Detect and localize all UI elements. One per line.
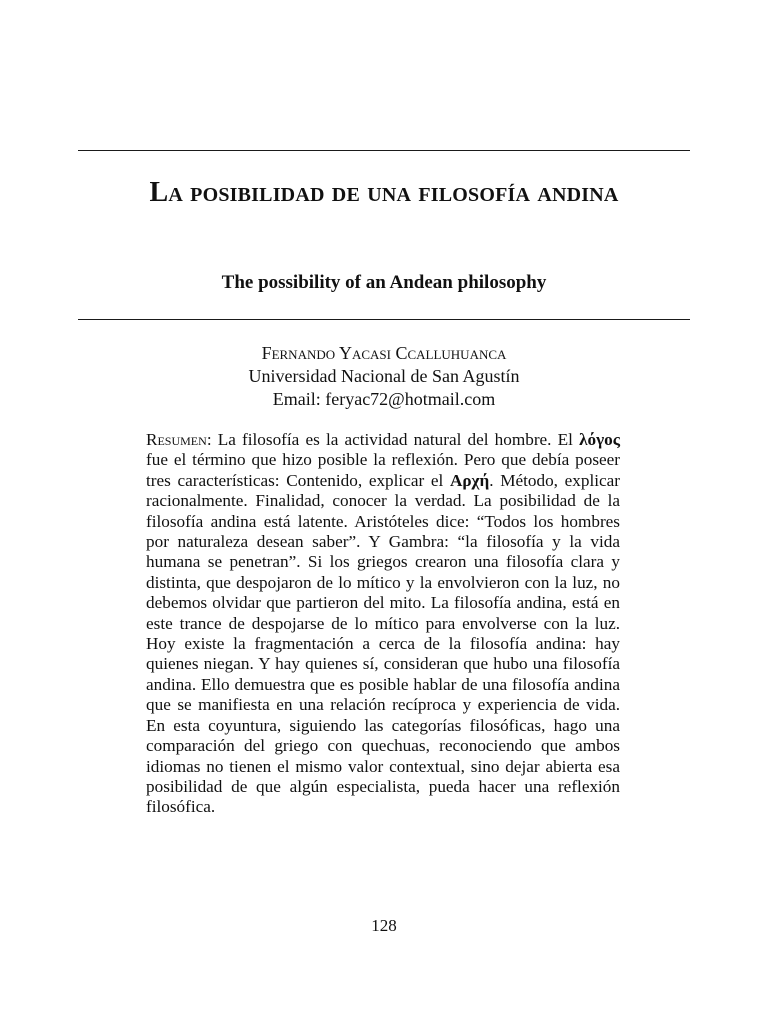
page-number: 128 — [371, 916, 397, 935]
bottom-rule — [78, 319, 690, 320]
author-affiliation: Universidad Nacional de San Agustín — [248, 366, 520, 386]
abstract-paragraph — [146, 430, 620, 818]
greek-term-logos: λόγος — [579, 430, 620, 449]
author-name: Fernando Yacasi Ccalluhuanca — [261, 343, 507, 363]
author-email: Email: feryac72@hotmail.com — [272, 389, 496, 409]
top-rule — [78, 150, 690, 151]
article-subtitle: The possibility of an Andean philosophy — [221, 272, 547, 293]
article-title: La posibilidad de una filosofía andina — [149, 177, 619, 208]
abstract-text-part2: fue el término que hizo posible la reflexión. Pero que debía poseer tres características: Contenido, explicar el — [146, 450, 620, 490]
greek-term-arche: Αρχή — [449, 470, 490, 490]
abstract-label-separator: : — [206, 430, 218, 449]
author-block — [78, 342, 690, 411]
abstract-label: Resumen — [146, 430, 207, 449]
abstract-text-part3: . Método, explicar racionalmente. Finalidad, conocer la verdad. La posibilidad de la filosofía andina está latente. Aristóteles dice: “Todos los hombres por naturaleza desean saber”. Y Gambra: “la filosofía y la vida humana se penetran”. Si los griegos crearon una filosofía clara y distinta, que despojaron de lo mítico y la envolvieron con la luz, no debemos olvidar que partieron del mito. La filosofía andina, está en este trance de despojarse de lo mítico para envolverse con la luz. Hoy existe la fragmentación a cerca de la filosofía andina: hay quienes niegan. Y hay quienes sí, consideran que hubo una filosofía andina. Ello demuestra que es posible hablar de una filosofía andina que se manifiesta en una relación recíproca y experiencia de vida. En esta coyuntura, siguiendo las categorías filosóficas, hago una comparación del griego con quechuas, reconociendo que ambos idiomas no tienen el mismo valor contextual, sino dejar abierta esa posibilidad de que algún especialista, pueda hacer una reflexión filosófica. — [146, 470, 620, 817]
abstract-text-part1: La filosofía es la actividad natural del hombre. El — [217, 430, 580, 449]
